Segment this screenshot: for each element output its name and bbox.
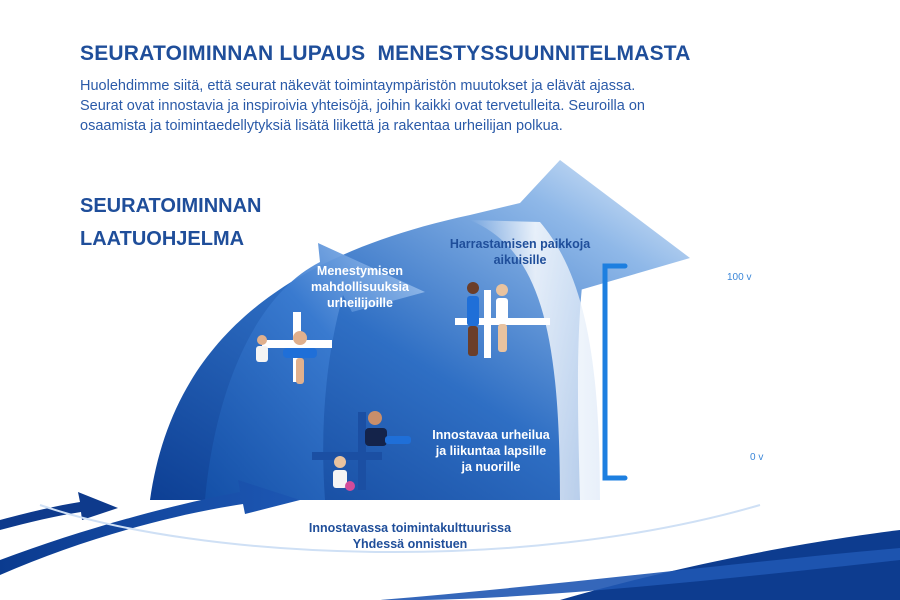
program-title-line-2: LAATUOHJELMA xyxy=(80,228,245,250)
scale-bracket xyxy=(605,266,625,478)
intro-line-1: Huolehdimme siitä, että seurat näkevät toimintaympäristön muutokset ja elävät ajassa. xyxy=(80,78,636,94)
youth-label xyxy=(416,427,566,475)
adults-label-line-1: Harrastamisen paikkoja xyxy=(449,237,591,251)
elite-label-line-2: mahdollisuuksia xyxy=(311,280,409,294)
elite-label-line-1: Menestymisen xyxy=(316,264,404,278)
footer-line-2: Yhdessä onnistuen xyxy=(352,537,468,551)
intro-line-3: osaamista ja toimintaedellytyksiä lisätä liikettä ja rakentaa urheilijan polkua. xyxy=(80,118,563,134)
adults-label-line-2: aikuisille xyxy=(493,253,547,267)
bottom-wave-left xyxy=(0,480,300,575)
page-title: SEURATOIMINNAN LUPAUS MENESTYSSUUNNITELMASTA xyxy=(80,42,691,65)
footer-label xyxy=(270,520,550,552)
elite-label-line-3: urheilijoille xyxy=(327,296,393,310)
youth-label-line-3: ja nuorille xyxy=(461,460,521,474)
youth-label-line-1: Innostavaa urheilua xyxy=(432,428,550,442)
youth-label-line-2: ja liikuntaa lapsille xyxy=(435,444,547,458)
footer-line-1: Innostavassa toimintakulttuurissa xyxy=(308,521,512,535)
program-title-line-1: SEURATOIMINNAN xyxy=(80,195,262,217)
elite-label xyxy=(300,263,420,311)
scale-bottom-label: 0 v xyxy=(750,452,764,463)
adults-label xyxy=(440,236,600,268)
scale-top-label: 100 v xyxy=(727,272,752,283)
intro-line-2: Seurat ovat innostavia ja inspiroivia yhteisöjä, joihin kaikki ovat tervetulleita. Seuroilla on xyxy=(80,98,645,114)
